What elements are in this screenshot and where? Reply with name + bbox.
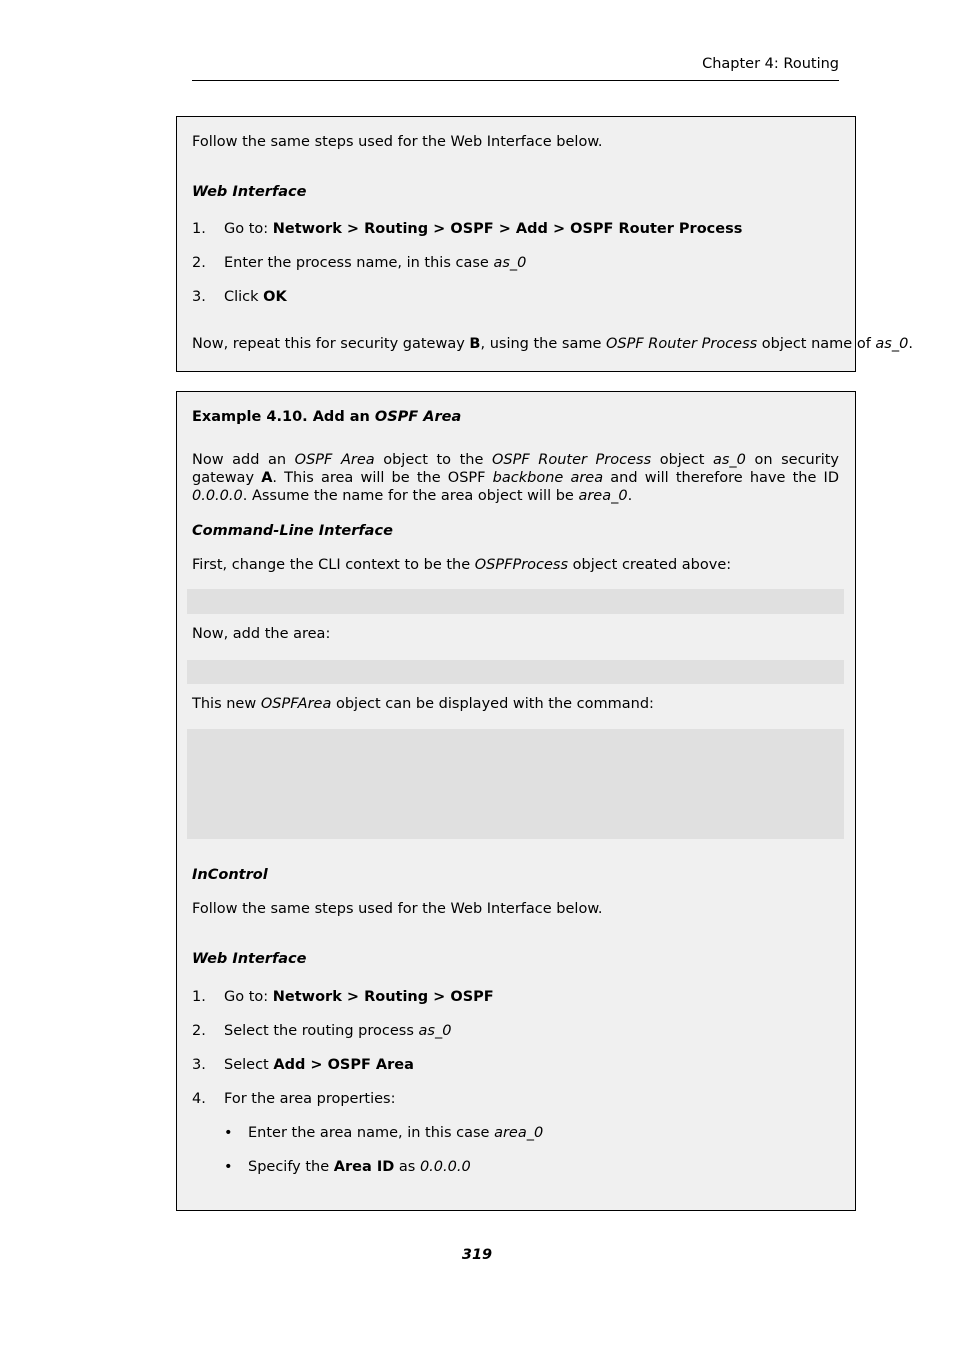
- incontrol-heading: InControl: [192, 867, 268, 883]
- step-1: Go to: Network > Routing > OSPF: [224, 989, 494, 1005]
- step-number: 3.: [192, 289, 206, 305]
- step-number: 2.: [192, 255, 206, 271]
- intro-text: Follow the same steps used for the Web Interface below.: [192, 134, 603, 150]
- cli-heading: Command-Line Interface: [192, 523, 393, 539]
- step-3: Click OK: [224, 289, 287, 305]
- step-4: For the area properties:: [224, 1091, 396, 1107]
- code-block: [187, 589, 844, 614]
- incontrol-text: Follow the same steps used for the Web Interface below.: [192, 901, 603, 917]
- example-box: [176, 391, 856, 1211]
- step-1: Go to: Network > Routing > OSPF > Add > OSPF Router Process: [224, 221, 743, 237]
- web-interface-heading: Web Interface: [192, 951, 307, 967]
- code-block: [187, 660, 844, 684]
- step-number: 3.: [192, 1057, 206, 1073]
- menu-path: Network > Routing > OSPF > Add > OSPF Router Process: [272, 221, 743, 237]
- page-header: [192, 54, 839, 81]
- example-intro: Now add an OSPF Area object to the OSPF Router Process object as_0 on security gateway A. This area will be the OSPF backbone area and will therefore have the ID 0.0.0.0. Assume the name for the area object will be area_0.: [192, 452, 839, 504]
- cli-text-3: This new OSPFArea object can be displayed with the command:: [192, 696, 654, 712]
- cli-text-2: Now, add the area:: [192, 626, 331, 642]
- step-3: Select Add > OSPF Area: [224, 1057, 414, 1073]
- menu-path: Network > Routing > OSPF: [272, 989, 494, 1005]
- web-interface-heading: Web Interface: [192, 184, 307, 200]
- code-block: [187, 729, 844, 839]
- page-number: 319: [461, 1247, 493, 1263]
- repeat-note: Now, repeat this for security gateway B, using the same OSPF Router Process object name of as_0.: [192, 336, 913, 352]
- continued-example-box: [176, 116, 913, 372]
- step-number: 1.: [192, 989, 206, 1005]
- menu-path: Add > OSPF Area: [273, 1057, 414, 1073]
- bullet-icon: •: [224, 1159, 233, 1175]
- step-2: Select the routing process as_0: [224, 1023, 452, 1039]
- chapter-title: Chapter 4: Routing: [702, 56, 839, 72]
- cli-text-1: First, change the CLI context to be the OSPFProcess object created above:: [192, 557, 732, 573]
- step-number: 1.: [192, 221, 206, 237]
- step-number: 4.: [192, 1091, 206, 1107]
- bullet-item: Specify the Area ID as 0.0.0.0: [248, 1159, 471, 1175]
- step-number: 2.: [192, 1023, 206, 1039]
- example-title: Example 4.10. Add an OSPF Area: [192, 409, 462, 425]
- bullet-icon: •: [224, 1125, 233, 1141]
- bullet-item: Enter the area name, in this case area_0: [248, 1125, 544, 1141]
- step-2: Enter the process name, in this case as_0: [224, 255, 527, 271]
